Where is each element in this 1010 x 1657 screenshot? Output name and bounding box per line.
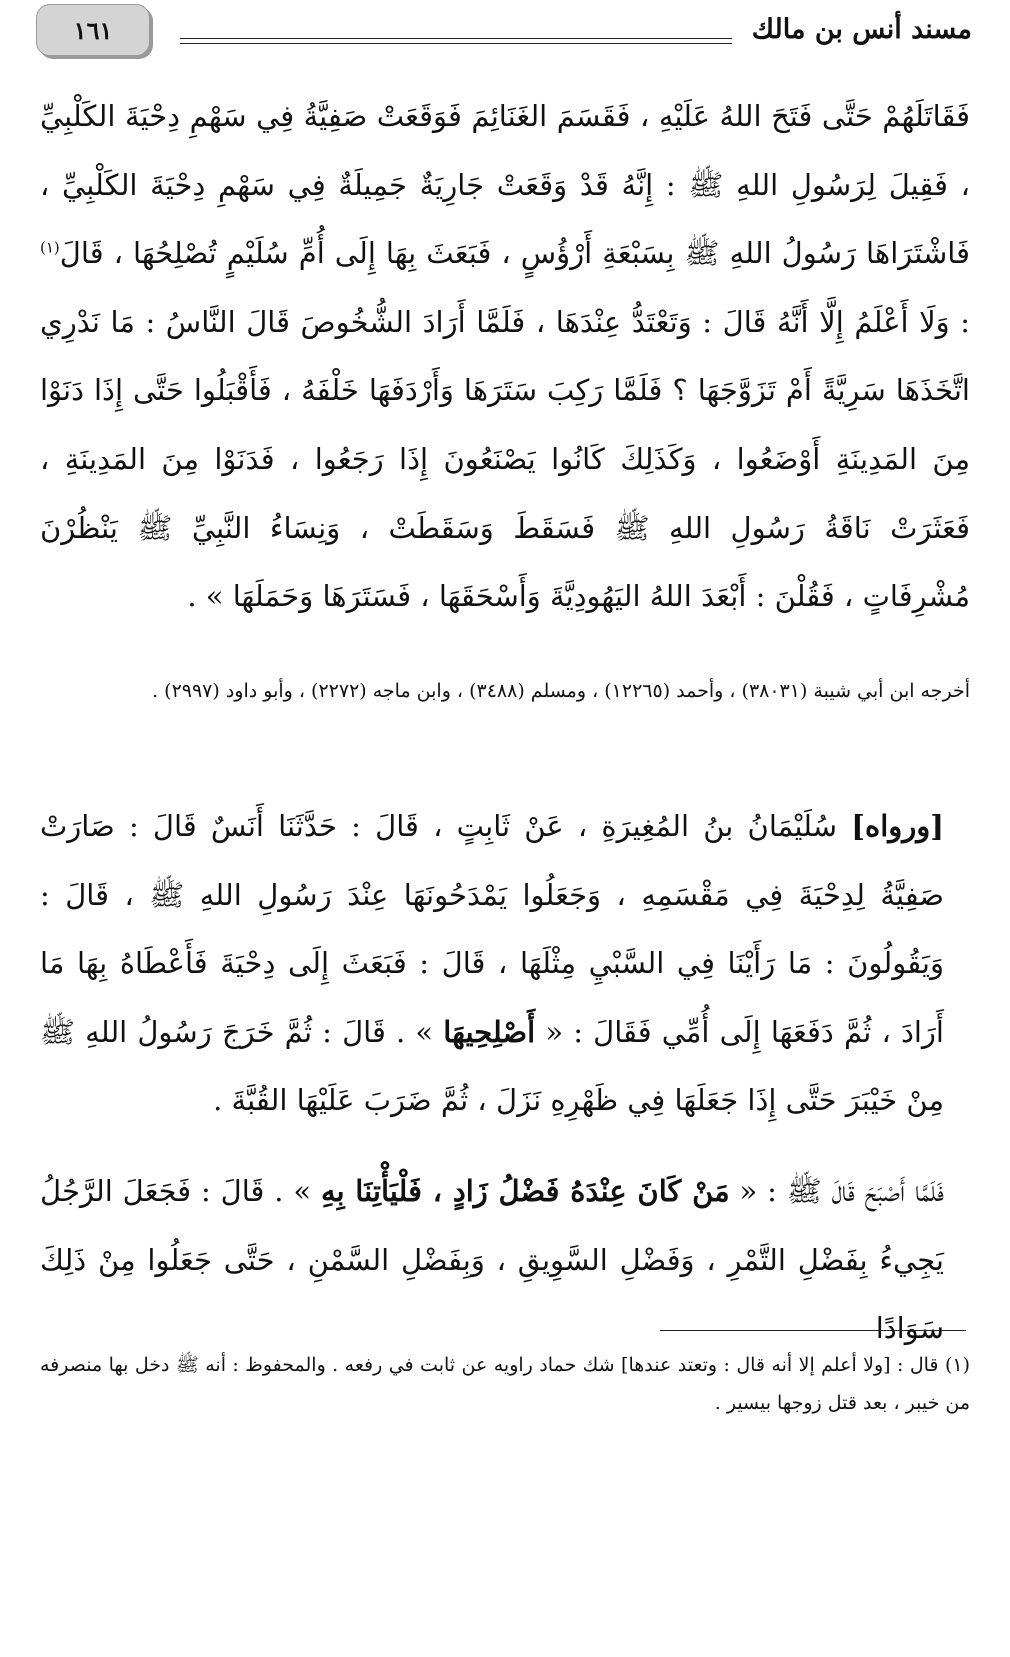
hadith-paragraph-2 — [40, 792, 970, 1135]
paragraph-1-text-a: فَقَاتَلَهُمْ حَتَّى فَتَحَ اللهُ عَلَيْهِ ، فَقَسَمَ الغَنَائِمَ فَوَقَعَتْ صَفِيَّةُ فِي سَهْمِ دِحْيَةَ الكَلْبِيِّ ، فَقِيلَ لِرَسُولِ اللهِ ﷺ : إِنَّهُ قَدْ وَقَعَتْ جَارِيَةٌ جَمِيلَةٌ فِي سَهْمِ دِحْيَةَ الكَلْبِيِّ ، فَاشْتَرَاهَا رَسُولُ اللهِ ﷺ بِسَبْعَةِ أَرْؤُسٍ ، فَبَعَثَ بِهَا إِلَى أُمِّ سُلَيْمٍ تُصْلِحُهَا ، قَالَ — [40, 99, 970, 271]
paragraph-2-tail: » . قَالَ : ثُمَّ خَرَجَ رَسُولُ اللهِ ﷺ مِنْ خَيْبَرَ حَتَّى إِذَا جَعَلَهَا فِي ظَهْرِهِ نَزَلَ ، ثُمَّ ضَرَبَ عَلَيْهَا القُبَّةَ . — [40, 1014, 944, 1118]
header-rule — [180, 38, 732, 44]
footnote-separator — [660, 1330, 966, 1331]
page-header — [36, 4, 972, 64]
page-number: ١٦١ — [36, 4, 150, 56]
footnote — [40, 1346, 970, 1422]
takhrij-text: أخرجه ابن أبي شيبة (٣٨٠٣١) ، وأحمد (١٢٢٦٥) ، ومسلم (٣٤٨٨) ، وابن ماجه (٢٢٧٢) ، وأبو داود (٢٩٩٧) . — [152, 680, 970, 702]
paragraph-3-lead: فَلَمَّا أَصْبَحَ قَالَ ﷺ : « — [729, 1174, 944, 1208]
hadith-paragraph-3 — [40, 1157, 970, 1363]
riwaya-lead: [ورواه] — [851, 809, 944, 843]
running-title: مسند أنس بن مالك — [751, 14, 972, 45]
takhrij-note — [60, 665, 970, 717]
prophetic-quote-2: مَنْ كَانَ عِنْدَهُ فَضْلُ زَادٍ ، فَلْيَأْتِنَا بِهِ — [320, 1174, 730, 1208]
footnote-marker: (١) — [40, 238, 60, 257]
hadith-paragraph-1 — [40, 82, 970, 631]
paragraph-2-text: سُلَيْمَانُ بنُ المُغِيرَةِ ، عَنْ ثَابِتٍ ، قَالَ : حَدَّثَنَا أَنَسٌ قَالَ : صَارَتْ صَفِيَّةُ لِدِحْيَةَ فِي مَقْسَمِهِ ، وَجَعَلُوا يَمْدَحُونَهَا عِنْدَ رَسُولِ اللهِ ﷺ ، قَالَ : وَيَقُولُونَ : مَا رَأَيْنَا فِي السَّبْيِ مِثْلَهَا ، قَالَ : فَبَعَثَ إِلَى دِحْيَةَ فَأَعْطَاهُ بِهَا مَا أَرَادَ ، ثُمَّ دَفَعَهَا إِلَى أُمِّي فَقَالَ : « — [40, 809, 944, 1049]
paragraph-1-text-b: : وَلَا أَعْلَمُ إِلَّا أَنَّهُ قَالَ : وَتَعْتَدُّ عِنْدَهَا ، فَلَمَّا أَرَادَ الشُّخُوصَ قَالَ النَّاسُ : مَا نَدْرِي اتَّخَذَهَا سَرِيَّةً أَمْ تَزَوَّجَهَا ؟ فَلَمَّا رَكِبَ سَتَرَهَا وَأَرْدَفَهَا خَلْفَهُ ، فَأَقْبَلُوا حَتَّى إِذَا دَنَوْا مِنَ المَدِينَةِ أَوْضَعُوا ، وَكَذَلِكَ كَانُوا يَصْنَعُونَ إِذَا رَجَعُوا ، فَدَنَوْا مِنَ المَدِينَةِ ، فَعَثَرَتْ نَاقَةُ رَسُولِ اللهِ ﷺ فَسَقَطَ وَسَقَطَتْ ، وَنِسَاءُ النَّبِيِّ ﷺ يَنْظُرْنَ مُشْرِفَاتٍ ، فَقُلْنَ : أَبْعَدَ اللهُ اليَهُودِيَّةَ وَأَسْحَقَهَا ، فَسَتَرَهَا وَحَمَلَهَا » . — [40, 304, 970, 614]
prophetic-quote: أَصْلِحِيهَا — [443, 1014, 536, 1049]
paragraph-3-tail: » . قَالَ : فَجَعَلَ الرَّجُلُ يَجِيءُ بِفَضْلِ التَّمْرِ ، وَفَضْلِ السَّوِيقِ ، وَبِفَضْلِ السَّمْنِ ، حَتَّى جَعَلُوا مِنْ ذَلِكَ سَوَادًا — [40, 1174, 944, 1346]
footnote-text: (١) قال : [ولا أعلم إلا أنه قال : وتعتد عندها] شك حماد راويه عن ثابت في رفعه . والمحفوظ : أنه ﷺ دخل بها منصرفه من خيبر ، بعد قتل زوجها بيسير . — [40, 1354, 970, 1414]
